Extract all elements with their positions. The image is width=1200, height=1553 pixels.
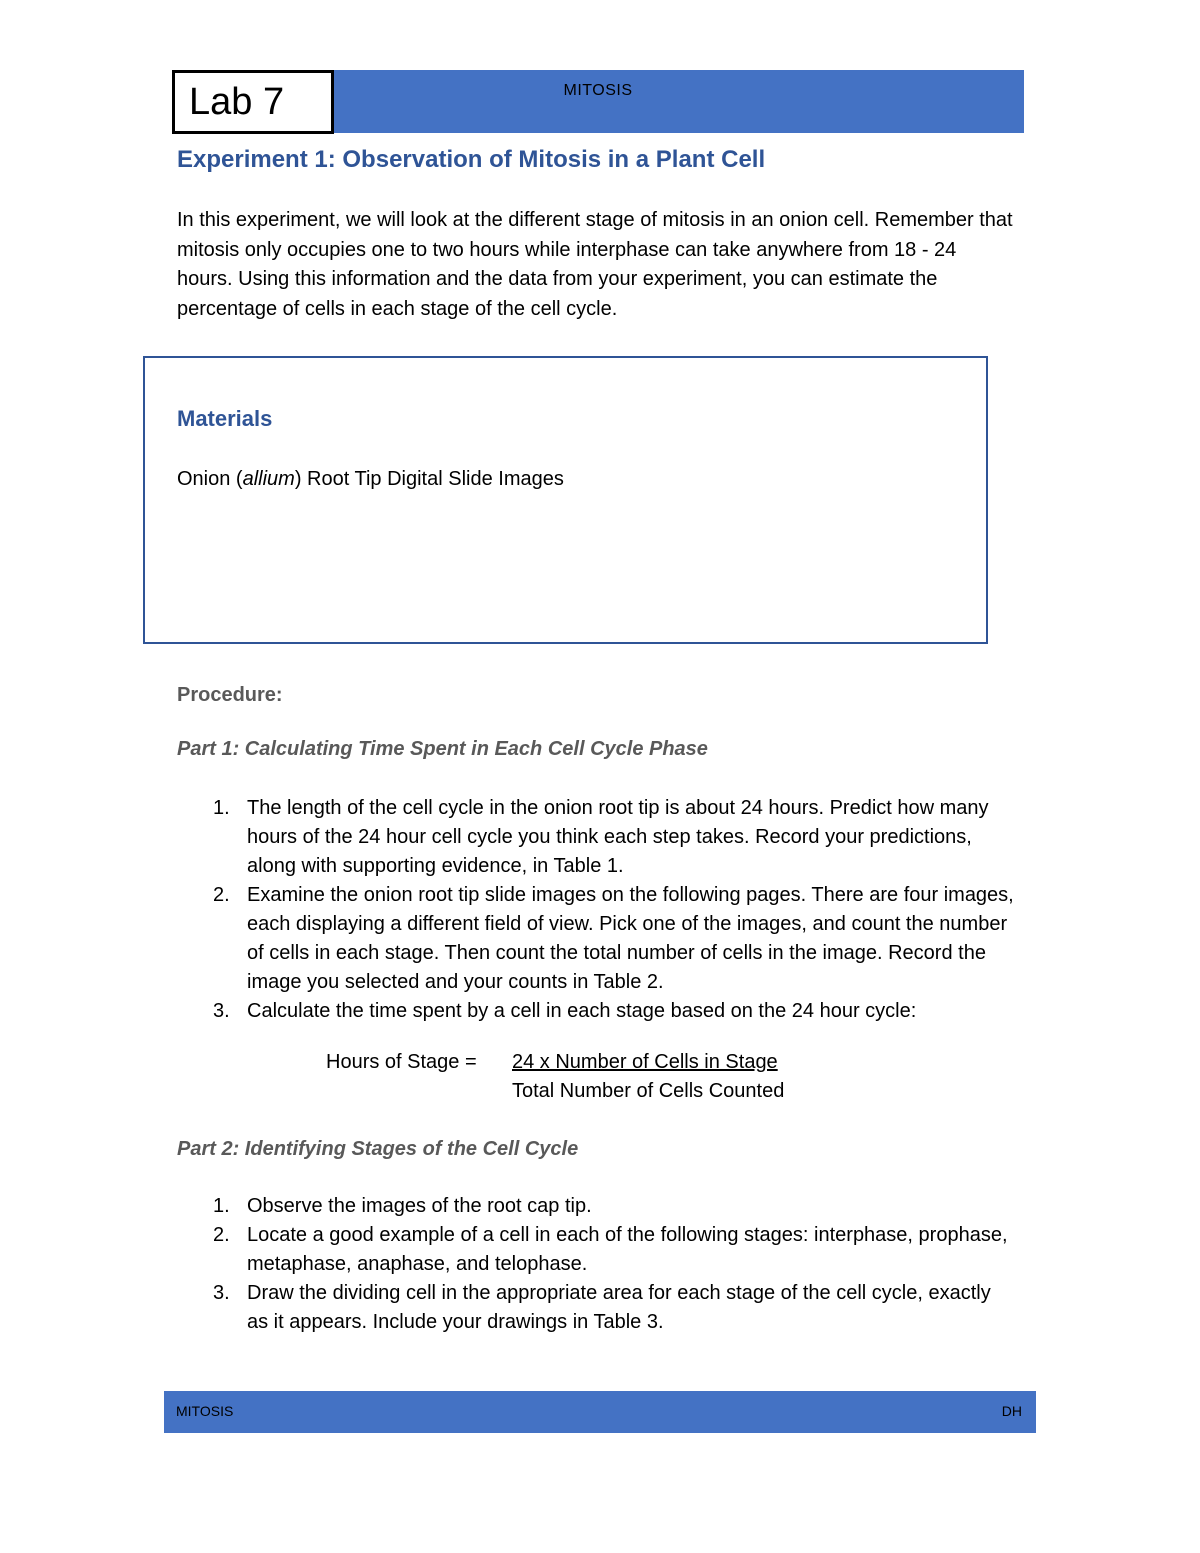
formula-numerator: 24 x Number of Cells in Stage: [512, 1051, 778, 1073]
materials-item-suffix: ) Root Tip Digital Slide Images: [294, 468, 564, 490]
header-title: MITOSIS: [563, 82, 633, 99]
formula-denominator: Total Number of Cells Counted: [512, 1080, 785, 1102]
step-number: 2.: [213, 1224, 230, 1246]
list-item: [177, 881, 1017, 997]
materials-item: [177, 468, 564, 491]
step-number: 1.: [213, 797, 230, 819]
list-item: [177, 1221, 1017, 1279]
part2-heading: Part 2: Identifying Stages of the Cell Cycle: [177, 1138, 579, 1160]
footer-bar: [164, 1391, 1036, 1433]
step-text: Calculate the time spent by a cell in each stage based on the 24 hour cycle:: [247, 1000, 917, 1022]
materials-item-italic: allium: [242, 468, 295, 490]
step-text: The length of the cell cycle in the onion root tip is about 24 hours. Predict how many hours of the 24 hour cell cycle you think each step takes. Record your predictions, along with supporting evidence, in Table 1.: [247, 797, 989, 877]
part1-steps: [177, 794, 1017, 1026]
list-item: [177, 1279, 1017, 1337]
part1-heading: Part 1: Calculating Time Spent in Each Cell Cycle Phase: [177, 738, 708, 760]
footer-right-text: DH: [1001, 1403, 1022, 1419]
step-text: Examine the onion root tip slide images on the following pages. There are four images, each displaying a different field of view. Pick one of the images, and count the number of cells in each stage. Then count the total number of cells in the image. Record the image you selected and your counts in Table 2.: [247, 884, 1014, 993]
step-number: 2.: [213, 884, 230, 906]
step-text: Observe the images of the root cap tip.: [247, 1195, 592, 1217]
step-number: 1.: [213, 1195, 230, 1217]
materials-box: [143, 356, 988, 644]
materials-heading: Materials: [177, 406, 273, 431]
step-text: Locate a good example of a cell in each of the following stages: interphase, prophase, metaphase, anaphase, and telophase.: [247, 1224, 1008, 1275]
list-item: [177, 1192, 1017, 1221]
step-number: 3.: [213, 1282, 230, 1304]
experiment-title: Experiment 1: Observation of Mitosis in a Plant Cell: [177, 146, 766, 173]
formula-label: Hours of Stage =: [326, 1051, 477, 1073]
step-number: 3.: [213, 1000, 230, 1022]
footer-left-text: MITOSIS: [176, 1403, 234, 1419]
experiment-intro: In this experiment, we will look at the different stage of mitosis in an onion cell. Remember that mitosis only occupies one to two hours while interphase can take anywhere from 18 - 24 hours. Using this information and the data from your experiment, you can estimate the percentage of cells in each stage of the cell cycle.: [177, 209, 1013, 320]
list-item: [177, 794, 1017, 881]
part2-steps: [177, 1192, 1017, 1337]
lab-label: Lab 7: [172, 70, 334, 134]
materials-item-prefix: Onion (: [177, 468, 243, 490]
list-item: [177, 997, 1017, 1026]
step-text: Draw the dividing cell in the appropriate area for each stage of the cell cycle, exactly as it appears. Include your drawings in Table 3.: [247, 1282, 991, 1333]
procedure-heading: Procedure:: [177, 684, 283, 706]
